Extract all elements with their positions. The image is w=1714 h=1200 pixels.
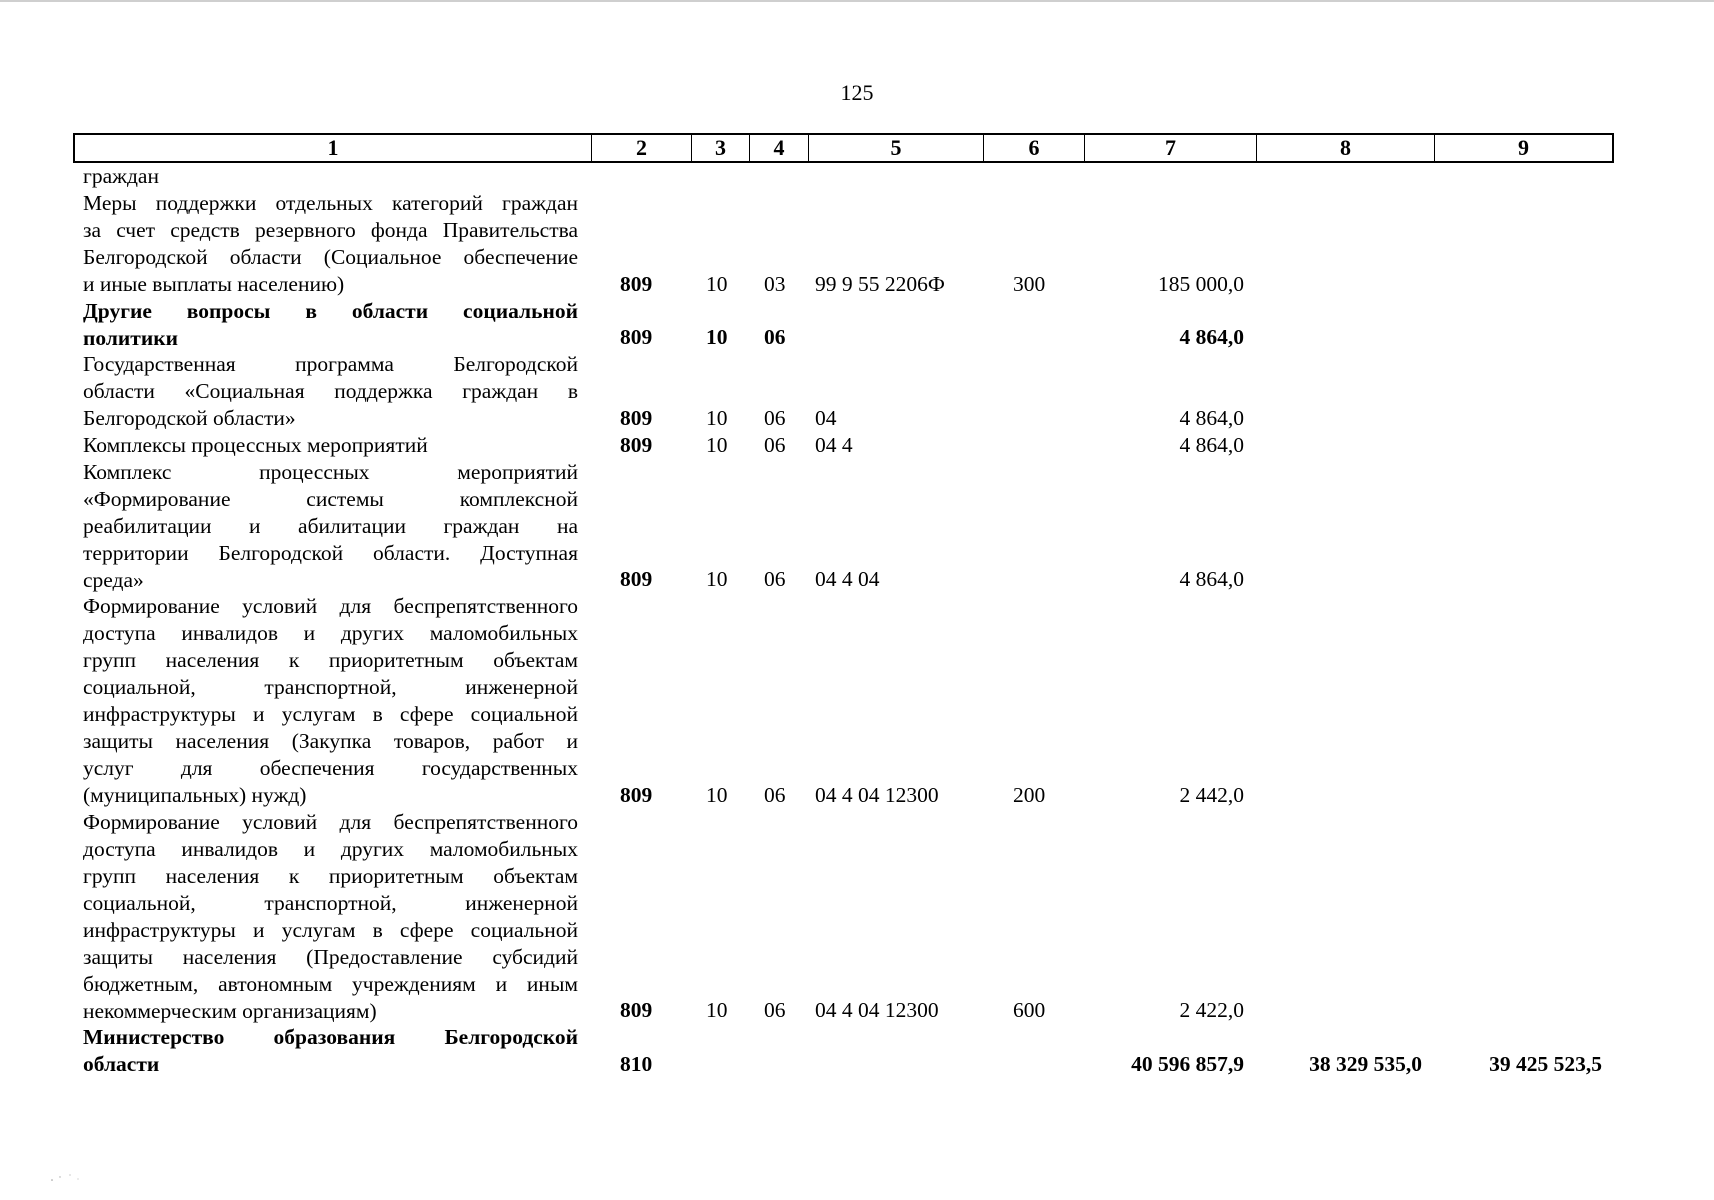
table-row <box>0 459 1714 594</box>
cell-col-3: 10 <box>706 997 728 1022</box>
row-description <box>83 298 578 352</box>
description-line: Другие вопросы в области социальной <box>83 298 578 323</box>
description-line: Государственная программа Белгородской <box>83 352 578 377</box>
description-line: Комплексы процессных мероприятий <box>83 433 428 457</box>
description-line: области «Социальная поддержка граждан в <box>83 379 578 404</box>
row-description <box>83 163 578 190</box>
description-line: «Формирование системы комплексной <box>83 486 578 511</box>
table-row <box>0 593 1714 808</box>
cell-col-3: 10 <box>706 782 728 807</box>
table-row <box>0 163 1714 190</box>
cell-col-2: 809 <box>620 782 653 807</box>
description-line: услуг для обеспечения государственных <box>83 756 578 781</box>
description-line: Комплекс процессных мероприятий <box>83 459 578 484</box>
cell-col-7: 185 000,0 <box>1158 271 1244 296</box>
description-line: доступа инвалидов и других маломобильных <box>83 621 578 646</box>
description-line: области <box>83 1051 160 1076</box>
cell-col-3: 10 <box>706 433 728 457</box>
description-line: защиты населения (Предоставление субсидий <box>83 944 578 969</box>
cell-col-2: 809 <box>620 271 653 296</box>
description-line: граждан <box>83 164 159 188</box>
description-line: инфраструктуры и услугам в сфере социальной <box>83 702 578 727</box>
cell-col-4: 06 <box>764 406 786 431</box>
page-number: 125 <box>840 80 874 105</box>
cell-col-3: 10 <box>706 325 728 350</box>
table-row <box>0 1024 1714 1078</box>
cell-col-2: 809 <box>620 433 653 457</box>
cell-col-5: 04 4 <box>815 433 853 457</box>
cell-col-7: 4 864,0 <box>1179 325 1244 350</box>
row-description <box>83 809 578 1025</box>
cell-col-5: 04 4 04 12300 <box>815 997 939 1022</box>
description-line: за счет средств резервного фонда Правительства <box>83 217 578 242</box>
description-line: инфраструктуры и услугам в сфере социальной <box>83 917 578 942</box>
cell-col-4: 06 <box>764 782 786 807</box>
table-row <box>0 351 1714 432</box>
header-col-2: 2 <box>592 135 692 161</box>
description-line: Меры поддержки отдельных категорий граждан <box>83 190 578 215</box>
cell-col-6: 300 <box>1013 271 1046 296</box>
description-line: и иные выплаты населению) <box>83 271 345 296</box>
cell-col-2: 809 <box>620 997 653 1022</box>
row-description <box>83 432 578 459</box>
cell-col-3: 10 <box>706 406 728 431</box>
cell-col-5: 04 4 04 <box>815 567 880 592</box>
scan-specks <box>48 1170 88 1184</box>
header-col-3: 3 <box>692 135 750 161</box>
description-line: групп населения к приоритетным объектам <box>83 863 578 888</box>
description-line: Белгородской области (Социальное обеспечение <box>83 244 578 269</box>
cell-col-7: 40 596 857,9 <box>1131 1051 1244 1076</box>
description-line: социальной, транспортной, инженерной <box>83 890 578 915</box>
table-row <box>0 432 1714 459</box>
row-description <box>83 459 578 594</box>
header-col-7: 7 <box>1085 135 1257 161</box>
row-description <box>83 593 578 809</box>
description-line: среда» <box>83 567 144 592</box>
description-line: бюджетным, автономным учреждениям и иным <box>83 971 578 996</box>
description-line: политики <box>83 325 179 350</box>
header-col-1: 1 <box>75 135 592 161</box>
cell-col-6: 600 <box>1013 997 1046 1022</box>
cell-col-2: 809 <box>620 567 653 592</box>
cell-col-5: 04 <box>815 406 837 431</box>
cell-col-6: 200 <box>1013 782 1046 807</box>
cell-col-3: 10 <box>706 567 728 592</box>
row-description <box>83 190 578 298</box>
header-col-8: 8 <box>1257 135 1435 161</box>
cell-col-7: 4 864,0 <box>1179 567 1244 592</box>
cell-col-5: 99 9 55 2206Ф <box>815 271 945 296</box>
cell-col-2: 809 <box>620 406 653 431</box>
description-line: защиты населения (Закупка товаров, работ и <box>83 729 578 754</box>
top-scan-line <box>0 0 1714 2</box>
cell-col-7: 4 864,0 <box>1179 433 1244 457</box>
cell-col-4: 06 <box>764 325 786 350</box>
description-line: (муниципальных) нужд) <box>83 783 307 808</box>
cell-col-4: 06 <box>764 997 786 1022</box>
description-line: Министерство образования Белгородской <box>83 1024 578 1049</box>
description-line: социальной, транспортной, инженерной <box>83 675 578 700</box>
description-line: территории Белгородской области. Доступная <box>83 540 578 565</box>
table-header <box>73 133 1614 163</box>
cell-col-7: 2 442,0 <box>1179 782 1244 807</box>
cell-col-2: 810 <box>620 1051 653 1076</box>
header-col-6: 6 <box>984 135 1085 161</box>
row-description <box>83 351 578 432</box>
cell-col-9: 39 425 523,5 <box>1489 1051 1602 1076</box>
description-line: групп населения к приоритетным объектам <box>83 648 578 673</box>
table-row <box>0 298 1714 352</box>
header-col-9: 9 <box>1518 135 1529 160</box>
cell-col-7: 4 864,0 <box>1179 406 1244 431</box>
cell-col-2: 809 <box>620 325 653 350</box>
description-line: доступа инвалидов и других маломобильных <box>83 836 578 861</box>
cell-col-8: 38 329 535,0 <box>1309 1051 1422 1076</box>
description-line: Белгородской области» <box>83 406 296 431</box>
description-line: некоммерческим организациям) <box>83 998 377 1023</box>
cell-col-4: 03 <box>764 271 786 296</box>
cell-col-5: 04 4 04 12300 <box>815 782 939 807</box>
description-line: Формирование условий для беспрепятственного <box>83 594 578 619</box>
table-row <box>0 190 1714 298</box>
header-col-4: 4 <box>750 135 809 161</box>
cell-col-4: 06 <box>764 567 786 592</box>
cell-col-3: 10 <box>706 271 728 296</box>
description-line: реабилитации и абилитации граждан на <box>83 513 578 538</box>
header-col-5: 5 <box>809 135 984 161</box>
cell-col-7: 2 422,0 <box>1179 997 1244 1022</box>
description-line: Формирование условий для беспрепятственного <box>83 809 578 834</box>
cell-col-4: 06 <box>764 433 786 457</box>
row-description <box>83 1024 578 1078</box>
table-row <box>0 809 1714 1024</box>
